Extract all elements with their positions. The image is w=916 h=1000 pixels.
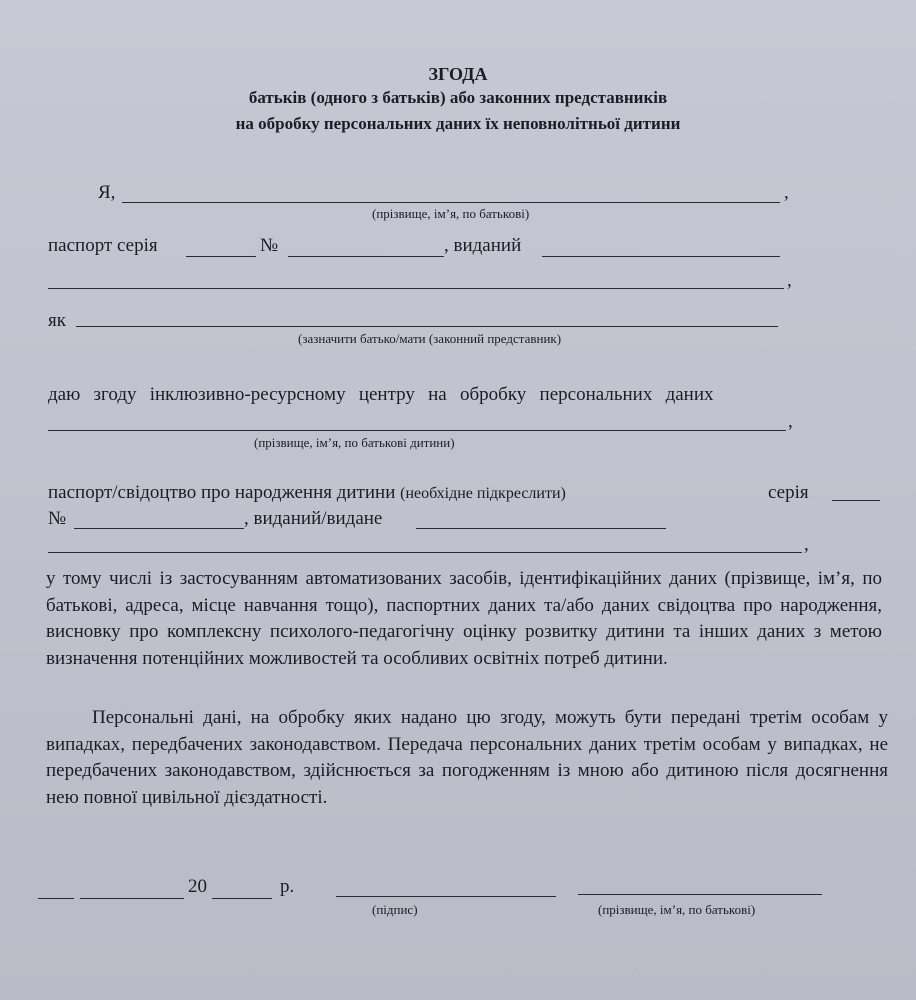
child-series-field[interactable] <box>832 500 880 501</box>
child-issued-label: , виданий/видане <box>244 508 383 529</box>
signer-name-caption: (прізвище, ім’я, по батькові) <box>598 902 756 917</box>
parent-name-field[interactable] <box>122 202 780 203</box>
signature-caption: (підпис) <box>372 902 418 917</box>
document-subtitle-line1: батьків (одного з батьків) або законних представників <box>248 88 668 107</box>
child-series-label: серія <box>768 482 809 503</box>
child-issued-continuation-field[interactable] <box>48 552 802 553</box>
passport-number-label: № <box>260 235 279 256</box>
yak-label: як <box>48 310 66 331</box>
child-document-note: (необхідне підкреслити) <box>400 485 566 502</box>
date-month-field[interactable] <box>80 898 184 899</box>
passport-series-field[interactable] <box>186 256 256 257</box>
relationship-caption: (зазначити батько/мати (законний представник) <box>298 331 562 346</box>
date-year-field[interactable] <box>212 898 272 899</box>
comma: , <box>788 411 793 432</box>
consent-paragraph: у тому числі із застосуванням автоматизованих засобів, ідентифікаційних даних (прізвище, ім’я, по батькові, адреса, місце навчання тощо), паспортних даних та/або даних свідоцтва про народження, висновку про комплексну психолого-педагогічну оцінку розвитку дитини та інших даних з метою визначення потенційних можливостей та особливих освітніх потреб дитини. <box>46 568 882 669</box>
comma: , <box>784 182 789 203</box>
passport-number-field[interactable] <box>288 256 444 257</box>
passport-issued-continuation-field[interactable] <box>48 288 784 289</box>
date-day-field[interactable] <box>38 898 74 899</box>
year-prefix: 20 <box>188 876 207 897</box>
signer-name-field[interactable] <box>578 894 822 895</box>
consent-text: даю згоду інклюзивно-ресурсному центру на обробку персональних даних <box>48 384 714 405</box>
child-document-label <box>48 482 566 504</box>
relationship-field[interactable] <box>76 326 778 327</box>
document-title: ЗГОДА <box>428 64 488 84</box>
year-suffix: р. <box>280 876 295 897</box>
comma: , <box>787 270 792 291</box>
child-name-field[interactable] <box>48 430 786 431</box>
child-name-caption: (прізвище, ім’я, по батькові дитини) <box>254 435 455 450</box>
ya-label: Я, <box>98 182 116 203</box>
child-document-text: паспорт/свідоцтво про народження дитини <box>48 482 396 503</box>
child-number-field[interactable] <box>74 528 244 529</box>
document-subtitle-line2: на обробку персональних даних їх неповнолітньої дитини <box>235 114 681 133</box>
passport-issued-field[interactable] <box>542 256 780 257</box>
comma: , <box>804 534 809 555</box>
passport-label: паспорт серія <box>48 235 158 256</box>
child-issued-field[interactable] <box>416 528 666 529</box>
parent-name-caption: (прізвище, ім’я, по батькові) <box>372 206 530 221</box>
signature-field[interactable] <box>336 896 556 897</box>
child-number-label: № <box>48 508 67 529</box>
third-party-paragraph: Персональні дані, на обробку яких надано цю згоду, можуть бути передані третім особам у випадках, передбачених законодавством. Передача персональних даних третім особам у випадках, не передбачених законодавством, здійснюється за погодженням із мною або дитиною після досягнення нею повної цивільної дієздатності. <box>46 707 888 808</box>
passport-issued-label: , виданий <box>444 235 522 256</box>
